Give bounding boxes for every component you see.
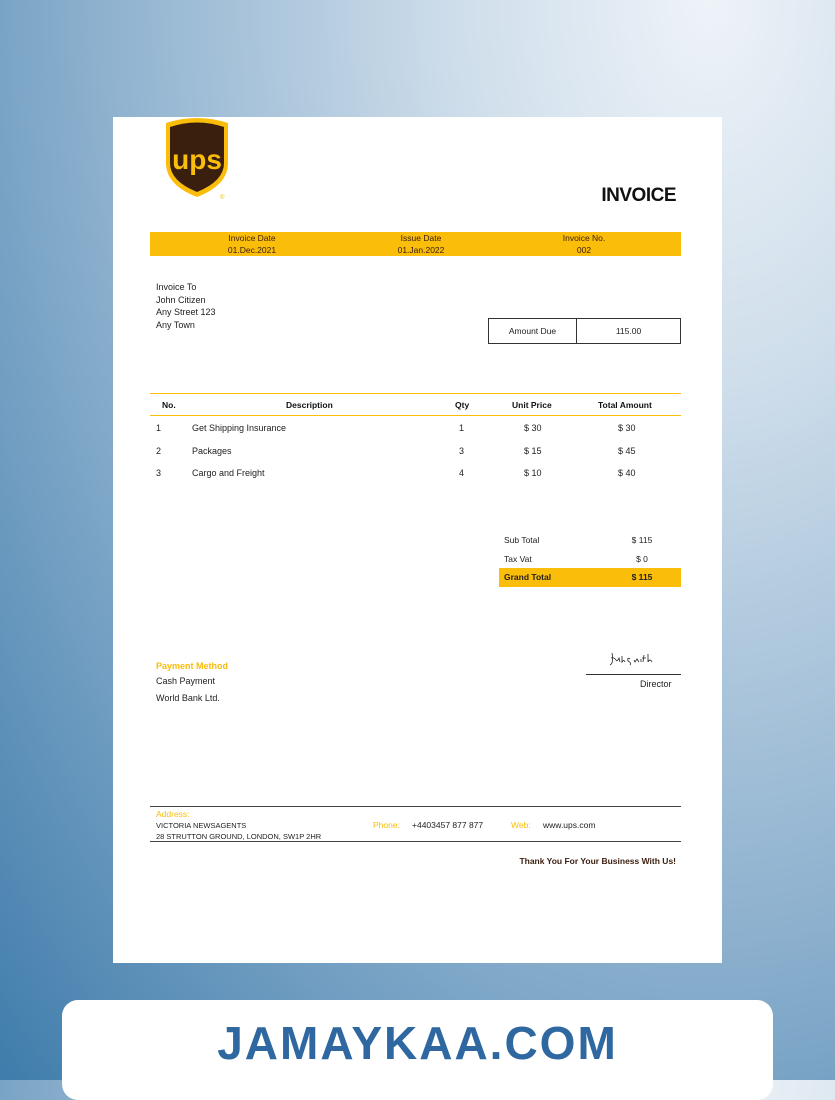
col-qty-header: Qty [455,400,470,410]
bill-to-label: Invoice To [156,282,197,292]
grand-total-label: Grand Total [504,572,552,582]
col-total-header: Total Amount [598,400,652,410]
invoice-no-label: Invoice No. [562,233,606,243]
col-no-header: No. [162,400,176,410]
payment-method-title: Payment Method [156,661,229,671]
row-no: 1 [156,423,162,433]
watermark-text: JAMAYKAA.COM [217,1017,618,1069]
col-unit-price-header: Unit Price [512,400,552,410]
invoice-date-cell [192,232,312,256]
row-description: Cargo and Freight [192,468,265,478]
row-total: $ 45 [618,446,636,456]
row-unit-price: $ 30 [524,423,542,433]
invoice-no-cell [524,232,644,256]
bill-to-name: John Citizen [156,294,206,305]
grand-total-row [499,568,681,587]
row-qty: 3 [459,446,465,456]
sub-total-value: $ 115 [631,535,653,545]
tax-value: $ 0 [636,553,648,564]
sub-total-row [499,531,681,550]
footer-address-line2: 28 STRUTTON GROUND, LONDON, SW1P 2HR [156,832,322,841]
signature [608,649,658,669]
footer-bottom-rule [150,841,681,842]
row-unit-price: $ 10 [524,468,542,478]
row-total: $ 30 [618,423,636,433]
amount-due-value: 115.00 [615,326,642,336]
footer-address-line1: VICTORIA NEWSAGENTS [156,821,247,830]
bill-to-town: Any Town [156,319,195,330]
table-row [150,417,681,439]
invoice-no-value: 002 [576,245,592,255]
row-description: Get Shipping Insurance [192,423,287,433]
tax-row [499,550,681,569]
amount-due-box [488,318,681,344]
footer-phone: +4403457 877 877 [412,820,484,830]
signature-role: Director [640,679,672,689]
footer-address [156,820,321,842]
invoice-page [113,117,722,963]
totals-block [499,531,681,587]
col-description-header: Description [286,400,333,410]
invoice-date-label: Invoice Date [228,233,276,243]
row-no: 2 [156,446,162,456]
footer-web-link[interactable]: www.ups.com [543,820,596,830]
issue-date-label: Issue Date [400,233,442,243]
invoice-info-bar [150,232,681,256]
watermark-banner [62,1000,773,1100]
row-no: 3 [156,468,162,478]
svg-text:®: ® [220,195,225,201]
grand-total-value: $ 115 [631,572,653,582]
bill-to-street: Any Street 123 [156,307,216,317]
row-qty: 1 [459,423,465,433]
invoice-date-value: 01.Dec.2021 [227,245,277,255]
invoice-title: INVOICE [601,185,676,206]
bill-to-block [156,281,216,331]
issue-date-cell [361,232,481,256]
footer-address-label: Address: [156,809,190,819]
table-row [150,440,681,462]
footer-top-rule [150,806,681,807]
amount-due-label: Amount Due [489,319,577,343]
row-unit-price: $ 15 [524,446,542,456]
footer-phone-label: Phone: [373,820,400,830]
sub-total-label: Sub Total [504,535,540,545]
row-total: $ 40 [618,468,636,478]
payment-bank: World Bank Ltd. [156,693,220,703]
svg-text:ups: ups [172,144,222,175]
payment-method-value: Cash Payment [156,676,216,686]
issue-date-value: 01.Jan.2022 [397,245,445,255]
table-row [150,462,681,484]
row-qty: 4 [459,468,465,478]
items-table-header [150,393,681,416]
signature-line [586,674,681,675]
row-description: Packages [192,446,232,456]
footer-web-label: Web: [511,820,531,830]
tax-label: Tax Vat [504,553,532,564]
thank-you-note: Thank You For Your Business With Us! [519,856,676,866]
ups-logo [162,117,232,201]
